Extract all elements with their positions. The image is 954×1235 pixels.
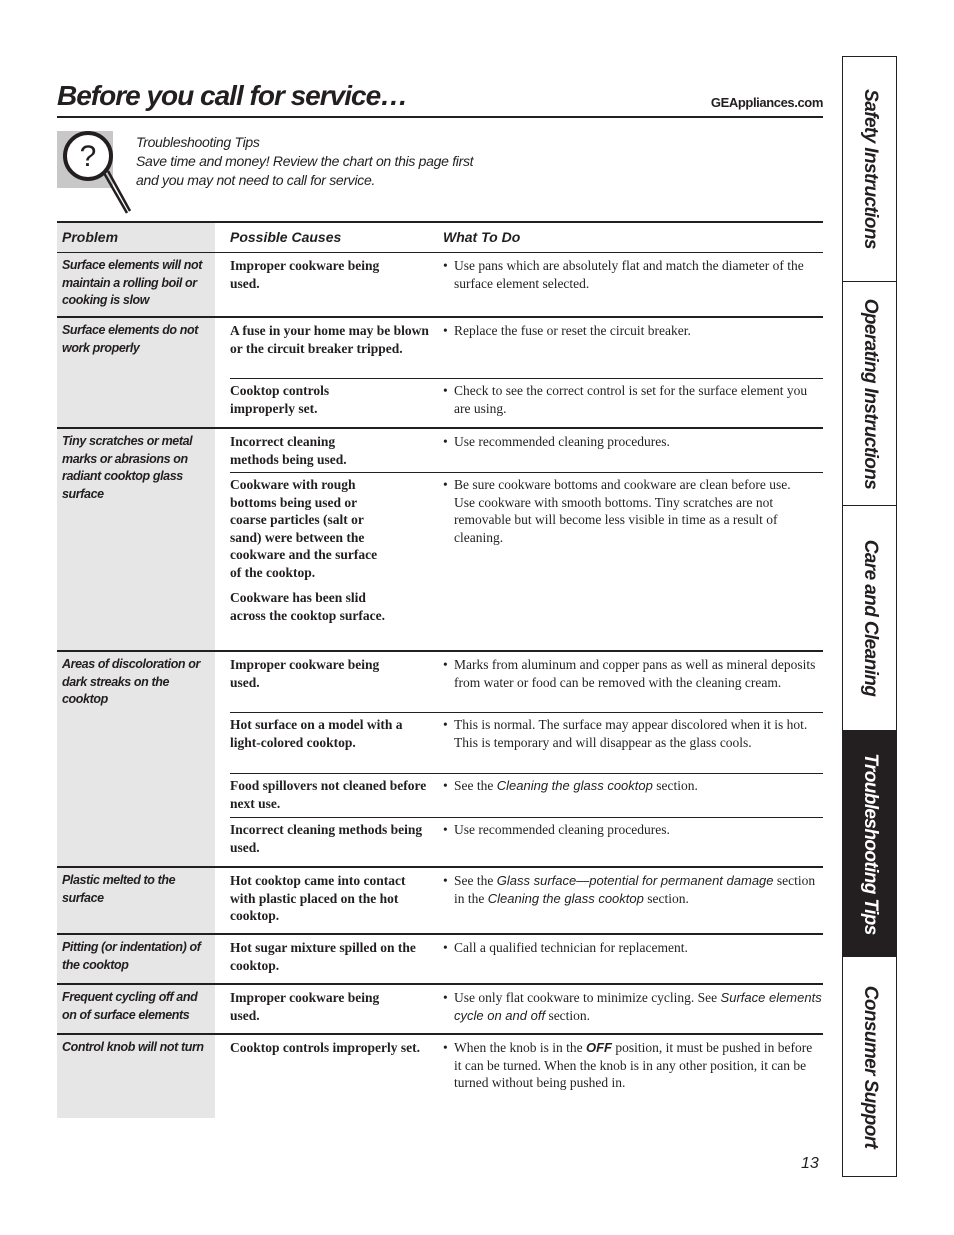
- cause-text: Hot cooktop came into contact with plastic placed on the hot cooktop.: [230, 873, 406, 923]
- header-todo: What To Do: [443, 229, 521, 245]
- page-number: 13: [801, 1155, 819, 1172]
- tab-safety-instructions[interactable]: Safety Instructions: [843, 57, 896, 282]
- header-problem: Problem: [57, 223, 215, 252]
- manual-section-reference: Cleaning the glass cooktop: [487, 890, 644, 906]
- table-row: [57, 652, 823, 867]
- todo-text: • Check to see the correct control is set for the surface element you are using.: [443, 383, 808, 416]
- cause-text: Hot sugar mixture spilled on the cooktop.: [230, 940, 416, 973]
- cause-text: Incorrect cleaning methods being used.: [230, 822, 423, 855]
- table-row: [57, 868, 823, 934]
- problem-cell: Surface elements do not work properly: [57, 318, 215, 428]
- question-mark-icon: [57, 131, 132, 215]
- tab-troubleshooting-tips[interactable]: Troubleshooting Tips: [843, 731, 896, 957]
- cause-text: Improper cookware being used.: [230, 990, 380, 1023]
- cause-text: Hot surface on a model with a light-colored cooktop.: [230, 717, 403, 750]
- table-row: [57, 935, 823, 984]
- header-causes: Possible Causes: [230, 229, 342, 245]
- title-rule: [57, 116, 823, 118]
- tab-care-and-cleaning[interactable]: Care and Cleaning: [843, 506, 896, 731]
- manual-section-reference: Cleaning the glass cooktop: [496, 778, 653, 793]
- cause-text: Cooktop controls improperly set.: [230, 383, 330, 416]
- off-position-label: OFF: [585, 1040, 612, 1055]
- todo-text: • Use pans which are absolutely flat and match the diameter of the surface element selected.: [443, 258, 804, 291]
- problem-cell: Control knob will not turn: [57, 1035, 215, 1118]
- intro-line-2: and you may not need to call for service.: [136, 172, 376, 188]
- problem-cell: Surface elements will not maintain a rolling boil or cooking is slow: [57, 253, 215, 317]
- intro-heading: Troubleshooting Tips: [136, 134, 260, 150]
- svg-text:?: ?: [79, 140, 97, 173]
- cause-text: Improper cookware being used.: [230, 657, 380, 690]
- tab-operating-instructions[interactable]: Operating Instructions: [843, 282, 896, 506]
- todo-text: • See the Glass surface—potential for permanent damage section in the Cleaning the glass cooktop section.: [443, 873, 816, 906]
- cause-text: Improper cookware being used.: [230, 258, 380, 291]
- todo-text: • This is normal. The surface may appear discolored when it is hot. This is temporary and will disappear as the glass cools.: [443, 717, 808, 750]
- cause-text: Cookware with rough bottoms being used or coarse particles (salt or sand) were between the cookware and the surface of the cooktop. Cookware has been slid across the cooktop surface.: [230, 477, 385, 623]
- todo-text: • Use recommended cleaning procedures.: [443, 822, 670, 837]
- page-title: Before you call for service…: [57, 80, 408, 111]
- intro-line-1: Save time and money! Review the chart on this page first: [136, 153, 474, 169]
- problem-cell: Pitting (or indentation) of the cooktop: [57, 935, 215, 984]
- todo-text: • When the knob is in the OFF position, it must be pushed in before it can be turned. When the knob is in any other position, it can be turned without being pushed in.: [443, 1040, 813, 1090]
- table-row: [57, 429, 823, 651]
- todo-text: • Replace the fuse or reset the circuit breaker.: [443, 323, 691, 338]
- todo-text: • Use only flat cookware to minimize cycling. See Surface elements cycle on and off section.: [443, 990, 822, 1023]
- cause-text: A fuse in your home may be blown or the circuit breaker tripped.: [230, 323, 429, 356]
- todo-text: • Marks from aluminum and copper pans as well as mineral deposits from water or food can be removed with the cleaning cream.: [443, 657, 816, 690]
- table-row: [57, 985, 823, 1034]
- cause-text: Cooktop controls improperly set.: [230, 1040, 420, 1055]
- problem-cell: Areas of discoloration or dark streaks on the cooktop: [57, 652, 215, 867]
- todo-text: • Call a qualified technician for replacement.: [443, 940, 688, 955]
- cause-text: Food spillovers not cleaned before next use.: [230, 778, 427, 811]
- manual-section-reference: Glass surface—potential for permanent damage: [496, 873, 774, 888]
- todo-text: • Use recommended cleaning procedures.: [443, 434, 670, 449]
- section-tabs: [842, 56, 897, 1177]
- todo-text: • See the Cleaning the glass cooktop section.: [443, 778, 698, 793]
- tab-consumer-support[interactable]: Consumer Support: [859, 985, 881, 1148]
- intro-text: [136, 133, 473, 190]
- manual-section-reference: Surface elements cycle on and off: [454, 990, 822, 1023]
- table-row: [57, 318, 823, 428]
- website-url[interactable]: GEAppliances.com: [710, 95, 823, 110]
- cause-text: Incorrect cleaning methods being used.: [230, 434, 347, 467]
- table-row: [57, 1035, 823, 1118]
- problem-cell: Frequent cycling off and on of surface elements: [57, 985, 215, 1034]
- todo-text: • Be sure cookware bottoms and cookware are clean before use. Use cookware with smooth bottoms. Tiny scratches are not removable but will become less visible in time as a result of cleaning.: [443, 477, 791, 545]
- problem-cell: Tiny scratches or metal marks or abrasions on radiant cooktop glass surface: [57, 429, 215, 651]
- table-row: [57, 253, 823, 317]
- problem-cell: Plastic melted to the surface: [57, 868, 215, 934]
